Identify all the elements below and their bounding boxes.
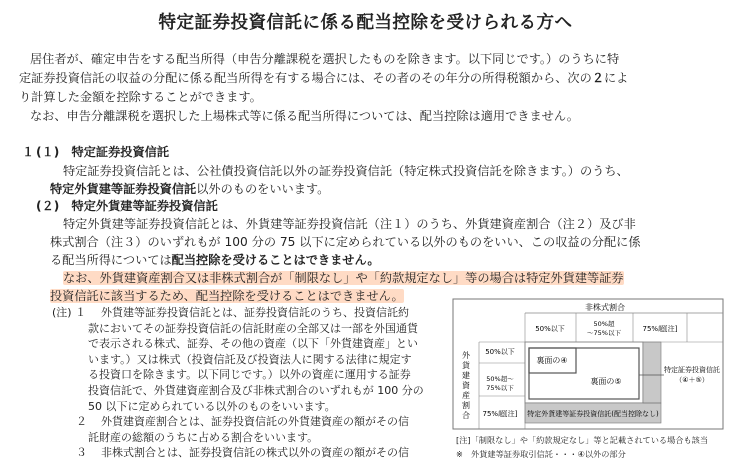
side-label-2: （④＋⑤） bbox=[675, 376, 709, 384]
note-1-line: で表示される株式、証券、その他の資産（以下「外貨建資産」とい bbox=[88, 337, 418, 351]
row-header-char: 産 bbox=[462, 391, 470, 400]
intro-line-4: なお、申告分離課税を選択した上場株式等に係る配当所得については、配当控除は適用できません。 bbox=[30, 109, 579, 123]
box-5-label: 裏面の⑤ bbox=[590, 377, 622, 386]
row-header-char: 合 bbox=[462, 411, 470, 420]
col-1-label: 50%以下 bbox=[535, 325, 565, 333]
row-2-label-b: 75%以下 bbox=[486, 384, 514, 392]
section-heading-2: (２) 特定外貨建等証券投資信託 bbox=[36, 199, 218, 213]
row-header-char: 割 bbox=[462, 401, 470, 410]
highlighted-line-2: 投資信託に該当するため、配当控除を受けることはできません。 bbox=[50, 289, 404, 303]
note-3-label: ３ bbox=[76, 446, 87, 459]
note-1-line: 投資信託で、外貨建資産割合及び非株式割合のいずれもが 100 分の bbox=[88, 384, 424, 397]
row-2-label-a: 50%超～ bbox=[486, 375, 514, 383]
diagram-footnote-1: [注]「制限なし」や「約款規定なし」等と記載されている場合も該当 bbox=[456, 435, 709, 445]
row-header bbox=[462, 350, 471, 420]
intro-line-2: 定証券投資信託の収益の分配に係る配当所得を有する場合には、その者のその年分の所得税額から、次の２によ bbox=[19, 71, 629, 85]
row-header-char: 資 bbox=[462, 381, 470, 390]
section-body-1-line-2: 特定外貨建等証券投資信託以外のものをいいます。 bbox=[50, 182, 330, 196]
note-2-label: ２ bbox=[76, 415, 87, 428]
diagram-footnote-2: ※ 外貨建等証券取引信託・・・④以外の部分 bbox=[456, 449, 626, 459]
intro-line-1: 居住者が、確定申告をする配当所得（申告分離課税を選択したものを除きます。以下同じです。）のうちに特 bbox=[30, 52, 620, 66]
allocation-diagram bbox=[452, 298, 724, 430]
col-2-label-b: ～75%以下 bbox=[587, 329, 621, 337]
note-1-line: る投資口を除きます。以下同じです。）以外の資産に運用する証券 bbox=[88, 368, 411, 382]
note-2-line: 託財産の総額のうちに占める割合をいいます。 bbox=[88, 430, 319, 444]
section-body-1-line-1: 特定証券投資信託とは、公社債投資信託以外の証券投資信託（特定株式投資信託を除きます。）のうち、 bbox=[63, 164, 629, 178]
intro-line-3: り計算した金額を控除することができます。 bbox=[19, 90, 262, 104]
row-header-char: 建 bbox=[462, 371, 470, 380]
highlighted-line-1: なお、外貨建資産割合又は非株式割合が「制限なし」や「約款規定なし」等の場合は特定外貨建等証券 bbox=[63, 271, 624, 285]
row-header-char: 貨 bbox=[462, 361, 470, 370]
col-header: 非株式割合 bbox=[585, 303, 625, 312]
section-number: １ bbox=[22, 145, 35, 159]
col-3-label: 75%超[注] bbox=[642, 325, 678, 333]
side-label-1: 特定証券投資信託 bbox=[664, 366, 720, 374]
note-1-line: います。）又は株式（投資信託及び投資法人に関する法律に規定す bbox=[88, 352, 412, 366]
note-1-line: 50 以下に定められている以外のものをいいます。 bbox=[88, 399, 336, 413]
row-header-char: 外 bbox=[462, 351, 470, 360]
note-3-line: 非株式割合とは、証券投資信託の株式以外の資産の額がその信 bbox=[101, 446, 409, 459]
box-4-label: 裏面の④ bbox=[536, 356, 568, 365]
note-1-line: 外貨建等証券投資信託とは、証券投資信託のうち、投資信託約 bbox=[101, 306, 409, 319]
col-2-label-a: 50%超 bbox=[593, 320, 615, 328]
bottom-label: 特定外貨建等証券投資信託(配当控除なし) bbox=[527, 410, 659, 418]
section-body-2-line-1: 特定外貨建等証券投資信託とは、外貨建等証券投資信託（注１）のうち、外貨建資産割合（注２）及び非 bbox=[63, 217, 636, 231]
section-body-2-line-3: る配当所得については配当控除を受けることはできません。 bbox=[50, 253, 380, 267]
row-1-label: 50%以下 bbox=[485, 348, 515, 356]
page-title: 特定証券投資信託に係る配当控除を受けられる方へ bbox=[158, 13, 573, 33]
note-1-line: 款においてその証券投資信託の信託財産の全部又は一部を外国通貨 bbox=[88, 321, 418, 335]
note-1-label: (注) １ bbox=[52, 306, 87, 319]
note-2-line: 外貨建資産割合とは、証券投資信託の外貨建資産の額がその信 bbox=[101, 415, 409, 428]
section-body-2-line-2: 株式割合（注３）のいずれもが 100 分の 75 以下に定められている以外のものをいい、この収益の分配に係 bbox=[50, 235, 641, 249]
row-3-label: 75%超[注] bbox=[482, 410, 518, 418]
section-heading-1: (１) 特定証券投資信託 bbox=[36, 145, 170, 159]
